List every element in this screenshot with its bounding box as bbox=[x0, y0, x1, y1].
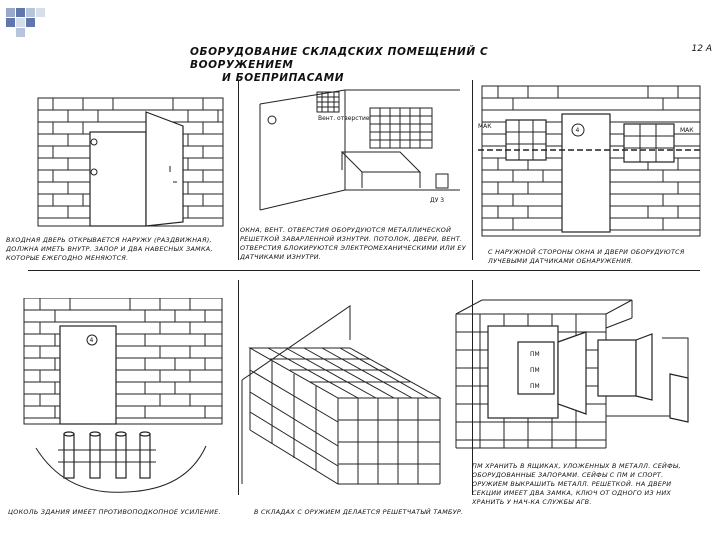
horizontal-divider bbox=[28, 270, 700, 271]
accent-squares bbox=[0, 0, 60, 40]
vertical-divider bbox=[238, 80, 239, 260]
foundation-caption: ЦОКОЛЬ ЗДАНИЯ ИМЕЕТ ПРОТИВОПОДКОПНОЕ УСИЛЕНИЕ. bbox=[8, 508, 221, 516]
outside-view-caption: С НАРУЖНОЙ СТОРОНЫ ОКНА И ДВЕРИ ОБОРУДУЮТСЯ ЛУЧЕВЫМИ ДАТЧИКАМИ ОБНАРУЖЕНИЯ. bbox=[488, 248, 685, 265]
title-line-2: И БОЕПРИПАСАМИ bbox=[222, 72, 345, 84]
grated-vestibule-drawing bbox=[240, 300, 468, 490]
weapon-safes-drawing bbox=[452, 298, 700, 458]
grated-vestibule-caption: В СКЛАДАХ С ОРУЖИЕМ ДЕЛАЕТСЯ РЕШЕТЧАТЫЙ ТАМБУР. bbox=[254, 508, 464, 516]
title-line-1: ОБОРУДОВАНИЕ СКЛАДСКИХ ПОМЕЩЕНИЙ С ВООРУЖЕНИЕМ bbox=[190, 46, 489, 71]
window-grille-caption: ОКНА, ВЕНТ. ОТВЕРСТИЯ ОБОРУДУЮТСЯ МЕТАЛЛИЧЕСКОЙ РЕШЕТКОЙ ЗАВАРЛЕННОЙ ИЗНУТРИ. ПОТОЛОК, ДВЕРИ, ВЕНТ. ОТВЕРСТИЯ БЛОКИРУЮТСЯ ЭЛЕКТРОМЕХАНИЧЕСКИМИ ИЛИ ЕУ ДАТЧИКАМИ ИЗНУТРИ. bbox=[240, 226, 466, 261]
weapon-safes-caption: ПМ ХРАНИТЬ В ЯЩИКАХ, УЛОЖЕННЫХ В МЕТАЛЛ. СЕЙФЫ, ОБОРУДОВАННЫЕ ЗАПОРАМИ. СЕЙФЫ С ПМ И СПОРТ. ОРУЖИЕМ ВЫКРАШИТЬ МЕТАЛЛ. РЕШЕТКОЙ. НА ДВЕРИ СЕКЦИИ ИМЕЕТ ДВА ЗАМКА, КЛЮЧ ОТ ОДНОГО ИЗ НИХ ХРАНИТЬ У НАЧ-КА СЛУЖБЫ АГВ. bbox=[472, 462, 681, 506]
vertical-divider bbox=[238, 280, 239, 495]
foundation-door-number: 4 bbox=[89, 337, 94, 344]
accent-square bbox=[26, 18, 35, 27]
accent-square bbox=[16, 28, 25, 37]
page-number: 12 А bbox=[691, 44, 712, 54]
entry-door-drawing bbox=[28, 96, 233, 232]
outside-door-number: 4 bbox=[575, 127, 580, 134]
safe-label: ПМ bbox=[530, 367, 540, 374]
outside-label-right: МАК bbox=[680, 127, 694, 134]
foundation-drawing bbox=[6, 298, 234, 498]
accent-square bbox=[6, 8, 15, 17]
safe-label: ПМ bbox=[530, 383, 540, 390]
accent-square bbox=[26, 8, 35, 17]
accent-square bbox=[36, 8, 45, 17]
entry-door-caption: ВХОДНАЯ ДВЕРЬ ОТКРЫВАЕТСЯ НАРУЖУ (РАЗДВИЖНАЯ), ДОЛЖНА ИМЕТЬ ВНУТР. ЗАПОР И ДВА НАВЕСНЫХ ЗАМКА, КОТОРЫЕ ЕЖЕГОДНО МЕНЯЮТСЯ. bbox=[6, 236, 213, 262]
accent-square bbox=[6, 18, 15, 27]
accent-square bbox=[16, 18, 25, 27]
device-label: ДУ 3 bbox=[430, 197, 445, 204]
safe-label: ПМ bbox=[530, 351, 540, 358]
vent-label: Вент. отверстие bbox=[318, 115, 370, 122]
outside-view-drawing bbox=[478, 84, 706, 240]
outside-label-left: МАК bbox=[478, 123, 492, 130]
window-grille-drawing bbox=[250, 80, 465, 220]
accent-square bbox=[16, 8, 25, 17]
